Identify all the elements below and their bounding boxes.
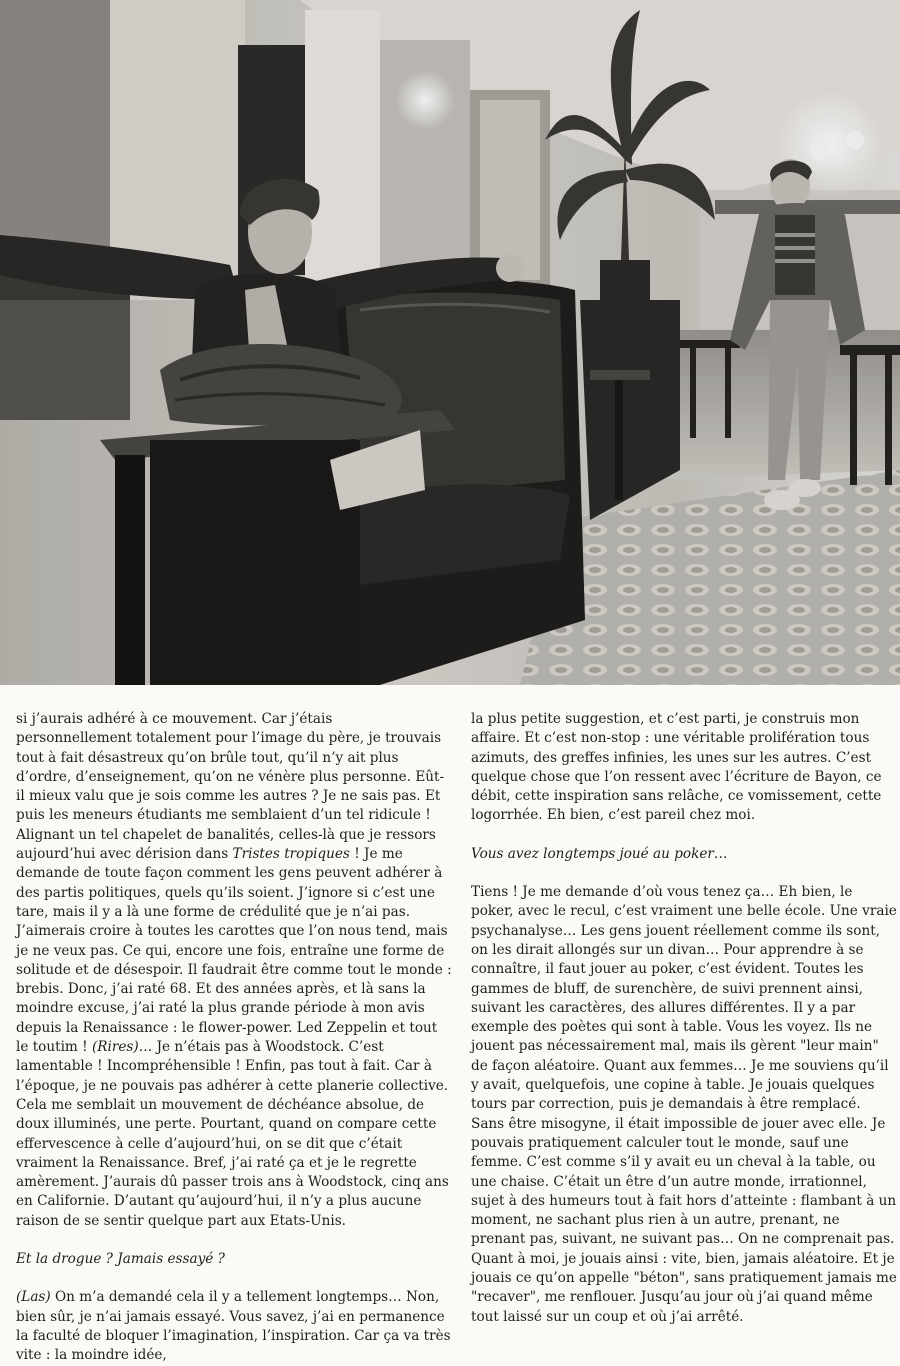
paragraph-text: si j’aurais adhéré à ce mouvement. Car j’étais personnellement totalement pour l’image du père, je trouvais tout à fait désastreux qu’on brûle tout, qu’il n’y ait plus d’ordre, d’enseignement, qu’on ne vénère plus personne. Eût-il mieux valu que je sois comme les autres ? Je ne sais pas. Et puis les meneurs étudiants me semblaient d’un tel ridicule ! Alignant un tel chapelet de banalités, celles-là que je ressors aujourd’hui avec dérision dans (16, 711, 445, 863)
left-column (16, 710, 452, 1366)
article-body (0, 710, 900, 1364)
interview-question: Vous avez longtemps joué au poker… (471, 845, 728, 862)
stage-direction: (Rires) (91, 1039, 139, 1056)
paragraph-text: … Je n’étais pas à Woodstock. C’est lamentable ! Incompréhensible ! Enfin, pas tout à fait. Car à l’époque, je ne pouvais pas adhérer à cette planerie collective. Cela me semblait un mouvement de déchéance absolue, de doux illuminés, une perte. Pourtant, quand on compare cette effervescence à celle d’aujourd’hui, on se dit que c’était vraiment la Renaissance. Bref, j’ai raté ça et je le regrette amèrement. J’aurais dû passer trois ans à Woodstock, cinq ans en Californie. D’autant qu’aujourd’hui, il n’y a plus aucune raison de se sentir quelque part aux Etats-Unis. (16, 1039, 449, 1229)
paragraph: Tiens ! Je me demande d’où vous tenez ça… Eh bien, le poker, avec le recul, c’est vraiment une belle école. Une vraie psychanalyse… Les gens jouent réellement comme ils sont, on les dirait allongés sur un divan… Pour apprendre à se connaître, il faut jouer au poker, c’est évident. Toutes les gammes de bluff, de surenchère, de suivi prennent ainsi, suivant les caractères, des allures différentes. Il y a par exemple des poètes qui sont à table. Vous les voyez. Ils ne jouent pas nécessairement mal, mais ils gèrent "leur main" de façon aléatoire. Quant aux femmes… Je me souviens qu’il y avait, quelquefois, une copine à table. Je jouais quelques tours par correction, puis je demandais à être remplacé. Sans être misogyne, il était impossible de jouer avec elle. Je pouvais pratiquement calculer tout le monde, sauf une femme. C’est comme s’il y avait eu un cheval à la table, ou une chaise. C’était un être d’un autre monde, irrationnel, sujet à des humeurs tout à fait hors d’atteinte : flambant à un moment, ne sachant plus rien à un autre, prenant, ne prenant pas, suivant, ne suivant pas… On ne comprenait pas. Quant à moi, je jouais ainsi : vite, bien, jamais aléatoire. Et je jouais ce qu’on appelle "béton", sans pratiquement jamais me "recaver", me renflouer. Jusqu’au jour où j’ai quand même tout laissé sur un coup et où j’ai arrêté. (471, 884, 897, 1325)
stage-direction: (Las) (16, 1289, 51, 1306)
paragraph-text: On m’a demandé cela il y a tellement longtemps… Non, bien sûr, je n’ai jamais essayé. Vous savez, j’ai en permanence la faculté de bloquer l’imagination, l’inspiration. Car ça va très vite : la moindre idée, (16, 1289, 451, 1364)
interview-question: Et la drogue ? Jamais essayé ? (16, 1251, 225, 1268)
right-column (471, 710, 897, 1327)
paragraph-text: ! Je me demande de toute façon comment les gens peuvent adhérer à des partis politiques, quels qu’ils soient. J’ignore si c’est une tare, mais il y a là une forme de crédulité que je n’ai pas. J’aimerais croire à toutes les carottes que l’on nous tend, mais je ne veux pas. Ce qui, encore une fois, entraîne une forme de solitude et de désespoir. Il faudrait être comme tout le monde : brebis. Donc, j’ai raté 68. Et des années après, et là sans la moindre excuse, j’ai raté la plus grande période à mon avis depuis la Renaissance : le flower-power. Led Zeppelin et tout le toutim ! (16, 846, 452, 1056)
book-title: Tristes tropiques (232, 846, 350, 863)
paragraph (16, 1288, 452, 1365)
paragraph: la plus petite suggestion, et c’est parti, je construis mon affaire. Et c’est non-stop : une véritable prolifération tous azimuts, des greffes infinies, les unes sur les autres. C’est quelque chose que l’on ressent avec l’écriture de Bayon, ce débit, cette inspiration sans relâche, ce vomissement, cette logorrhée. Eh bien, c’est pareil chez moi. (471, 711, 882, 824)
paragraph (16, 710, 452, 1231)
